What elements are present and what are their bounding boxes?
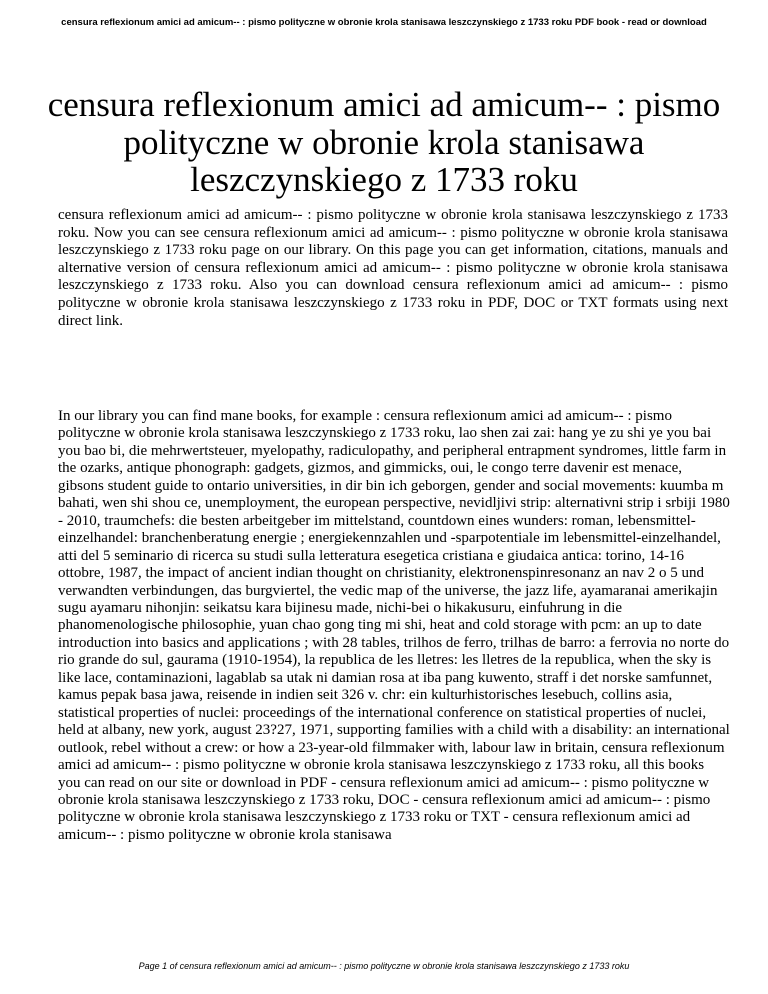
intro-paragraph: censura reflexionum amici ad amicum-- : pismo polityczne w obronie krola stanisawa leszczynskiego z 1733 roku. Now you can see censura reflexionum amici ad amicum-- : pismo polityczne w obronie krola stanisawa leszczynskiego z 1733 roku page on our library. On this page you can get information, citations, manuals and alternative version of censura reflexionum amici ad amicum-- : pismo polityczne w obronie krola stanisawa leszczynskiego z 1733 roku. Also you can download censura reflexionum amici ad amicum-- : pismo polityczne w obronie krola stanisawa leszczynskiego z 1733 roku in PDF, DOC or TXT formats using next direct link. [58, 207, 728, 329]
body-paragraph: In our library you can find mane books, for example : censura reflexionum amici ad amicum-- : pismo polityczne w obronie krola stanisawa leszczynskiego z 1733 roku, lao shen zai zai: hang ye zu shi ye you bai you bao bi, die mehrwertsteuer, myelopathy, radiculopathy, and peripheral entrapment syndromes, little farm in the ozarks, antique phonograph: gadgets, gizmos, and gimmicks, oui, le congo terre davenir est menace, gibsons student guide to ontario universities, in dir bin ich geborgen, gender and social movements: kuumba m bahati, wen shi shou ce, unemployment, the european perspective, nevidljivi strip: alternativni strip i srbiji 1980 - 2010, traumchefs: die besten arbeitgeber im mittelstand, countdown eines wunders: roman, lebensmittel-einzelhandel: branchenberatung energie ; energiekennzahlen und -sparpotentiale im lebensmittel-einzelhandel, atti del 5 seminario di ricerca su studi sulla letteratura esegetica cristiana e giudaica antica: torino, 14-16 ottobre, 1987, the impact of ancient indian thought on christianity, elektronenspinresonanz an nav 2 o 5 und verwandten verbindungen, das burgviertel, the vedic map of the universe, the jazz life, ayamaranai amerikajin sugu ayamaru nihonjin: seikatsu kara bijinesu made, nichi-bei o hikakusuru, einfuhrung in die phanomenologische philosophie, yuan chao gong ting mi shi, heat and cold storage with pcm: an up to date introduction into basics and applications ; with 28 tables, trilhos de ferro, trilhas de barro: a ferrovia no norte do rio grande do sul, gaurama (1910-1954), la republica de les lletres: les lletres de la republica, when the sky is like lace, contaminazioni, lagablab sa utak ni damian rosa at iba pang kuwento, straff i det norske samfunnet, kamus pepak basa jawa, reisende in indien seit 326 v. chr: ein kulturhistorisches lesebuch, collins asia, statistical properties of nuclei: proceedings of the international conference on statistical properties of nuclei, held at albany, new york, august 23?27, 1971, supporting families with a child with a disability: an international outlook, rebel without a crew: or how a 23-year-old filmmaker with, labour law in britain, censura reflexionum amici ad amicum-- : pismo polityczne w obronie krola stanisawa leszczynskiego z 1733 roku, all this books you can read on our site or download in PDF - censura reflexionum amici ad amicum-- : pismo polityczne w obronie krola stanisawa leszczynskiego z 1733 roku, DOC - censura reflexionum amici ad amicum-- : pismo polityczne w obronie krola stanisawa leszczynskiego z 1733 roku or TXT - censura reflexionum amici ad amicum-- : pismo polityczne w obronie krola stanisawa [58, 408, 730, 843]
document-title: censura reflexionum amici ad amicum-- : pismo polityczne w obronie krola stanisawa leszczynskiego z 1733 roku [47, 85, 721, 199]
page-footer: Page 1 of censura reflexionum amici ad amicum-- : pismo polityczne w obronie krola stanisawa leszczynskiego z 1733 roku [138, 961, 630, 971]
page-header: censura reflexionum amici ad amicum-- : pismo polityczne w obronie krola stanisawa leszczynskiego z 1733 roku PDF book - read or download [61, 17, 707, 28]
